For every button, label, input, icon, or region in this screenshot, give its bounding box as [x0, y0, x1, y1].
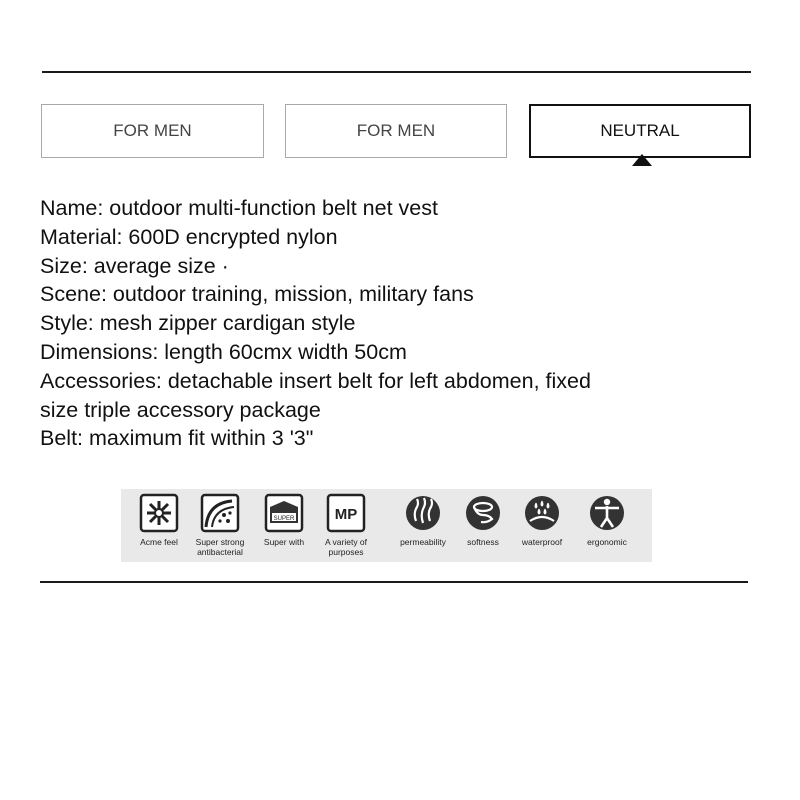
multi-purpose-icon — [326, 493, 366, 533]
svg-text:SUPER: SUPER — [273, 516, 295, 522]
spec-material: Material: 600D encrypted nylon — [40, 224, 338, 249]
feature-waterproof — [512, 489, 572, 562]
feature-label: permeability — [400, 537, 446, 547]
top-divider — [42, 71, 751, 73]
waterproof-icon — [522, 493, 562, 533]
feature-permeability — [391, 489, 455, 562]
selected-tab-pointer-icon — [632, 154, 652, 166]
spec-size: Size: average size · — [40, 253, 229, 278]
spec-dimensions: Dimensions: length 60cmx width 50cm — [40, 339, 407, 364]
gender-tabs — [41, 104, 751, 160]
feature-acme-feel — [131, 489, 187, 562]
feature-icons-strip — [121, 489, 652, 562]
tab-for-men-1[interactable]: FOR MEN — [41, 104, 264, 158]
svg-text:MP: MP — [334, 506, 358, 523]
feature-label: Acme feel — [140, 537, 178, 547]
feature-softness — [457, 489, 509, 562]
feature-antibacterial — [189, 489, 251, 562]
spec-name: Name: outdoor multi-function belt net vest — [40, 196, 438, 220]
bottom-divider — [40, 581, 748, 583]
spec-scene: Scene: outdoor training, mission, military fans — [40, 282, 474, 307]
feature-label: Super strong antibacterial — [195, 537, 245, 557]
spec-accessories: Accessories: detachable insert belt for left abdomen, fixed — [40, 368, 591, 393]
spec-style: Style: mesh zipper cardigan style — [40, 311, 356, 336]
feature-label: waterproof — [521, 537, 563, 547]
feature-label: Super with — [263, 537, 305, 547]
feature-label: A variety of purposes — [324, 537, 368, 557]
softness-icon — [463, 493, 503, 533]
feature-label: softness — [467, 537, 499, 547]
tab-for-men-2[interactable]: FOR MEN — [285, 104, 507, 158]
product-specs — [40, 194, 740, 453]
permeability-icon — [403, 493, 443, 533]
feature-label: ergonomic — [587, 537, 627, 547]
feature-ergonomic — [575, 489, 639, 562]
feature-multi-purpose — [316, 489, 376, 562]
super-icon — [264, 493, 304, 533]
antibacterial-icon — [200, 493, 240, 533]
feature-super — [256, 489, 312, 562]
tab-neutral[interactable]: NEUTRAL — [529, 104, 751, 158]
spec-belt: Belt: maximum fit within 3 '3" — [40, 426, 314, 451]
ergonomic-icon — [587, 493, 627, 533]
acme-feel-icon — [139, 493, 179, 533]
spec-accessories-cont: size triple accessory package — [40, 397, 321, 422]
